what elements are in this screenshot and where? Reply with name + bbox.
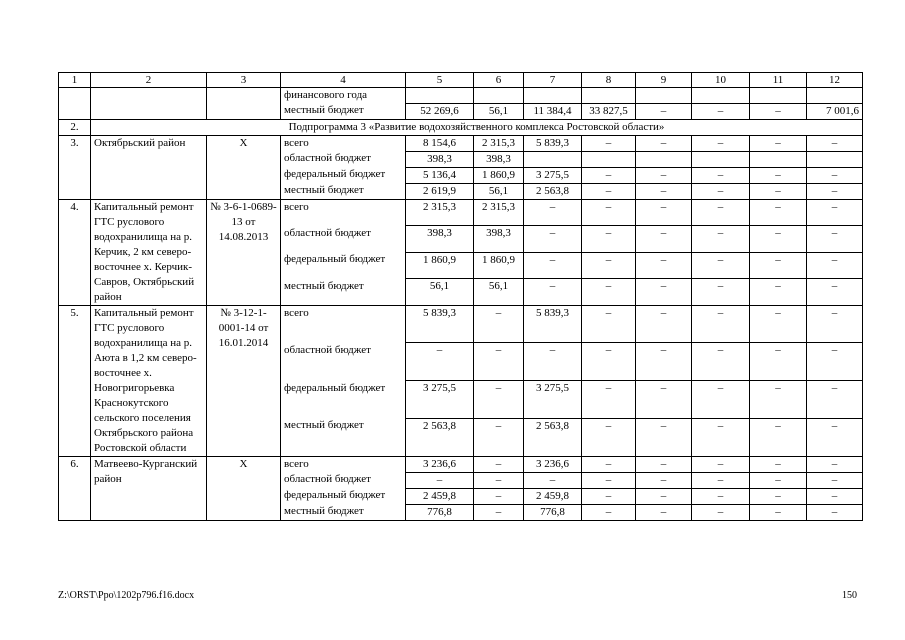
- value-cell: –: [474, 456, 524, 472]
- value-cell: –: [406, 343, 474, 381]
- value-cell: –: [692, 418, 750, 456]
- value-cell: –: [636, 183, 692, 199]
- value-cell: –: [636, 103, 692, 119]
- column-header: 11: [750, 73, 807, 88]
- value-cell: –: [692, 456, 750, 472]
- item-number: 6.: [59, 456, 91, 520]
- subprogram-row: [59, 119, 863, 135]
- funding-source-cell: местный бюджет: [281, 103, 406, 119]
- value-cell: [807, 88, 863, 104]
- value-cell: 8 154,6: [406, 135, 474, 151]
- value-cell: –: [524, 472, 582, 488]
- value-cell: –: [692, 135, 750, 151]
- value-cell: [474, 88, 524, 104]
- column-header: 8: [582, 73, 636, 88]
- value-cell: [750, 151, 807, 167]
- value-cell: 5 839,3: [524, 305, 582, 343]
- value-cell: –: [807, 305, 863, 343]
- value-cell: 33 827,5: [582, 103, 636, 119]
- value-cell: –: [750, 252, 807, 279]
- value-cell: [524, 88, 582, 104]
- column-header: 5: [406, 73, 474, 88]
- value-cell: –: [582, 305, 636, 343]
- funding-source-cell: областной бюджет: [281, 226, 406, 253]
- value-cell: 1 860,9: [406, 252, 474, 279]
- value-cell: 3 275,5: [524, 381, 582, 419]
- value-cell: –: [807, 472, 863, 488]
- item-number: 3.: [59, 135, 91, 199]
- value-cell: –: [807, 504, 863, 520]
- value-cell: –: [636, 418, 692, 456]
- value-cell: –: [750, 167, 807, 183]
- value-cell: [582, 151, 636, 167]
- value-cell: [524, 151, 582, 167]
- value-cell: 398,3: [406, 151, 474, 167]
- funding-source-cell: федеральный бюджет: [281, 167, 406, 183]
- value-cell: –: [636, 279, 692, 306]
- item-number: 4.: [59, 199, 91, 305]
- value-cell: [692, 88, 750, 104]
- value-cell: 1 860,9: [474, 252, 524, 279]
- value-cell: –: [807, 456, 863, 472]
- value-cell: –: [807, 381, 863, 419]
- item-name: Матвеево-Курганский район: [91, 456, 207, 520]
- value-cell: [692, 151, 750, 167]
- footer-file-path: Z:\ORST\Ppo\1202p796.f16.docx: [58, 590, 195, 601]
- value-cell: –: [807, 167, 863, 183]
- value-cell: –: [692, 305, 750, 343]
- item-document: Х: [207, 456, 281, 520]
- value-cell: –: [636, 167, 692, 183]
- value-cell: –: [750, 305, 807, 343]
- value-cell: –: [524, 252, 582, 279]
- value-cell: –: [750, 504, 807, 520]
- value-cell: –: [750, 103, 807, 119]
- value-cell: –: [807, 183, 863, 199]
- value-cell: –: [807, 199, 863, 226]
- value-cell: –: [750, 135, 807, 151]
- value-cell: –: [406, 472, 474, 488]
- value-cell: –: [474, 472, 524, 488]
- value-cell: 2 315,3: [406, 199, 474, 226]
- header-row: [59, 73, 863, 88]
- value-cell: 2 563,8: [524, 418, 582, 456]
- value-cell: –: [636, 343, 692, 381]
- funding-source-cell: местный бюджет: [281, 504, 406, 520]
- funding-source-cell: областной бюджет: [281, 472, 406, 488]
- value-cell: –: [582, 167, 636, 183]
- value-cell: [582, 88, 636, 104]
- table-row: [59, 199, 863, 226]
- value-cell: [750, 88, 807, 104]
- value-cell: –: [692, 252, 750, 279]
- value-cell: –: [582, 488, 636, 504]
- value-cell: 398,3: [474, 151, 524, 167]
- value-cell: –: [582, 343, 636, 381]
- value-cell: [636, 151, 692, 167]
- funding-source-cell: федеральный бюджет: [281, 252, 406, 279]
- value-cell: –: [807, 252, 863, 279]
- value-cell: –: [636, 488, 692, 504]
- value-cell: –: [692, 199, 750, 226]
- value-cell: 56,1: [474, 103, 524, 119]
- table-row: [59, 305, 863, 343]
- value-cell: –: [636, 135, 692, 151]
- value-cell: –: [582, 504, 636, 520]
- value-cell: 2 563,8: [524, 183, 582, 199]
- column-header: 9: [636, 73, 692, 88]
- funding-source-cell: областной бюджет: [281, 151, 406, 167]
- value-cell: –: [750, 199, 807, 226]
- value-cell: [636, 88, 692, 104]
- item-number: 5.: [59, 305, 91, 456]
- value-cell: 2 315,3: [474, 135, 524, 151]
- value-cell: –: [636, 504, 692, 520]
- value-cell: –: [636, 472, 692, 488]
- value-cell: –: [750, 226, 807, 253]
- value-cell: 5 839,3: [524, 135, 582, 151]
- item-name: Капитальный ремонт ГТС руслового водохранилища на р. Керчик, 2 км северо-восточнее х. Керчик-Савров, Октябрьский район: [91, 199, 207, 305]
- value-cell: –: [474, 305, 524, 343]
- name-cell: [91, 88, 207, 120]
- item-document: Х: [207, 135, 281, 199]
- value-cell: –: [807, 135, 863, 151]
- value-cell: 2 459,8: [406, 488, 474, 504]
- item-name: Капитальный ремонт ГТС руслового водохранилища на р. Аюта в 1,2 км северо-восточнее х. Новогригорьевка Краснокутского сельского поселения Октябрьского района Ростовской области: [91, 305, 207, 456]
- value-cell: 398,3: [406, 226, 474, 253]
- funding-source-cell: местный бюджет: [281, 183, 406, 199]
- subprogram-title: Подпрограмма 3 «Развитие водохозяйственного комплекса Ростовской области»: [91, 119, 863, 135]
- value-cell: 11 384,4: [524, 103, 582, 119]
- funding-source-cell: финансового года: [281, 88, 406, 104]
- value-cell: –: [524, 279, 582, 306]
- item-name: Октябрьский район: [91, 135, 207, 199]
- value-cell: [406, 88, 474, 104]
- table-row: [59, 135, 863, 151]
- column-header: 3: [207, 73, 281, 88]
- value-cell: –: [750, 183, 807, 199]
- value-cell: –: [750, 381, 807, 419]
- value-cell: –: [636, 199, 692, 226]
- value-cell: [807, 151, 863, 167]
- value-cell: –: [807, 226, 863, 253]
- value-cell: –: [692, 226, 750, 253]
- value-cell: –: [750, 343, 807, 381]
- page-number: 150: [842, 590, 857, 601]
- value-cell: –: [692, 504, 750, 520]
- funding-source-cell: федеральный бюджет: [281, 488, 406, 504]
- value-cell: –: [750, 488, 807, 504]
- value-cell: –: [582, 135, 636, 151]
- value-cell: 776,8: [406, 504, 474, 520]
- value-cell: 56,1: [406, 279, 474, 306]
- value-cell: 776,8: [524, 504, 582, 520]
- funding-source-cell: федеральный бюджет: [281, 381, 406, 419]
- value-cell: 7 001,6: [807, 103, 863, 119]
- column-header: 7: [524, 73, 582, 88]
- value-cell: –: [582, 279, 636, 306]
- funding-source-cell: всего: [281, 135, 406, 151]
- column-header: 2: [91, 73, 207, 88]
- value-cell: 3 275,5: [406, 381, 474, 419]
- value-cell: –: [582, 381, 636, 419]
- value-cell: 2 619,9: [406, 183, 474, 199]
- funding-source-cell: местный бюджет: [281, 279, 406, 306]
- value-cell: 56,1: [474, 183, 524, 199]
- value-cell: 56,1: [474, 279, 524, 306]
- value-cell: –: [692, 381, 750, 419]
- value-cell: –: [636, 456, 692, 472]
- value-cell: –: [807, 343, 863, 381]
- value-cell: –: [636, 381, 692, 419]
- funding-source-cell: областной бюджет: [281, 343, 406, 381]
- value-cell: –: [474, 343, 524, 381]
- no-cell: [59, 88, 91, 120]
- value-cell: 52 269,6: [406, 103, 474, 119]
- value-cell: –: [474, 504, 524, 520]
- value-cell: –: [692, 472, 750, 488]
- funding-source-cell: всего: [281, 456, 406, 472]
- value-cell: –: [582, 252, 636, 279]
- doc-cell: [207, 88, 281, 120]
- funding-source-cell: всего: [281, 305, 406, 343]
- value-cell: –: [582, 183, 636, 199]
- value-cell: –: [750, 456, 807, 472]
- value-cell: –: [807, 279, 863, 306]
- value-cell: 398,3: [474, 226, 524, 253]
- column-header: 10: [692, 73, 750, 88]
- value-cell: –: [692, 167, 750, 183]
- value-cell: 1 860,9: [474, 167, 524, 183]
- value-cell: –: [524, 199, 582, 226]
- subprogram-number: 2.: [59, 119, 91, 135]
- value-cell: –: [636, 226, 692, 253]
- value-cell: –: [474, 418, 524, 456]
- value-cell: 3 275,5: [524, 167, 582, 183]
- value-cell: –: [582, 226, 636, 253]
- value-cell: –: [750, 472, 807, 488]
- item-document: № 3-6-1-0689-13 от 14.08.2013: [207, 199, 281, 305]
- value-cell: 3 236,6: [524, 456, 582, 472]
- value-cell: –: [692, 279, 750, 306]
- value-cell: –: [524, 343, 582, 381]
- value-cell: –: [750, 279, 807, 306]
- value-cell: –: [474, 488, 524, 504]
- value-cell: –: [692, 103, 750, 119]
- funding-source-cell: местный бюджет: [281, 418, 406, 456]
- value-cell: –: [582, 418, 636, 456]
- budget-table: [58, 72, 863, 521]
- value-cell: 5 136,4: [406, 167, 474, 183]
- table-row: [59, 88, 863, 104]
- value-cell: 2 315,3: [474, 199, 524, 226]
- value-cell: –: [582, 456, 636, 472]
- value-cell: –: [750, 418, 807, 456]
- item-document: № 3-12-1-0001-14 от 16.01.2014: [207, 305, 281, 456]
- value-cell: –: [582, 199, 636, 226]
- value-cell: –: [692, 183, 750, 199]
- value-cell: 3 236,6: [406, 456, 474, 472]
- value-cell: 5 839,3: [406, 305, 474, 343]
- value-cell: –: [636, 305, 692, 343]
- column-header: 1: [59, 73, 91, 88]
- value-cell: 2 563,8: [406, 418, 474, 456]
- value-cell: 2 459,8: [524, 488, 582, 504]
- funding-source-cell: всего: [281, 199, 406, 226]
- value-cell: –: [807, 418, 863, 456]
- value-cell: –: [474, 381, 524, 419]
- value-cell: –: [692, 488, 750, 504]
- column-header: 4: [281, 73, 406, 88]
- value-cell: –: [692, 343, 750, 381]
- column-header: 6: [474, 73, 524, 88]
- value-cell: –: [636, 252, 692, 279]
- value-cell: –: [807, 488, 863, 504]
- table-row: [59, 456, 863, 472]
- value-cell: –: [524, 226, 582, 253]
- value-cell: –: [582, 472, 636, 488]
- column-header: 12: [807, 73, 863, 88]
